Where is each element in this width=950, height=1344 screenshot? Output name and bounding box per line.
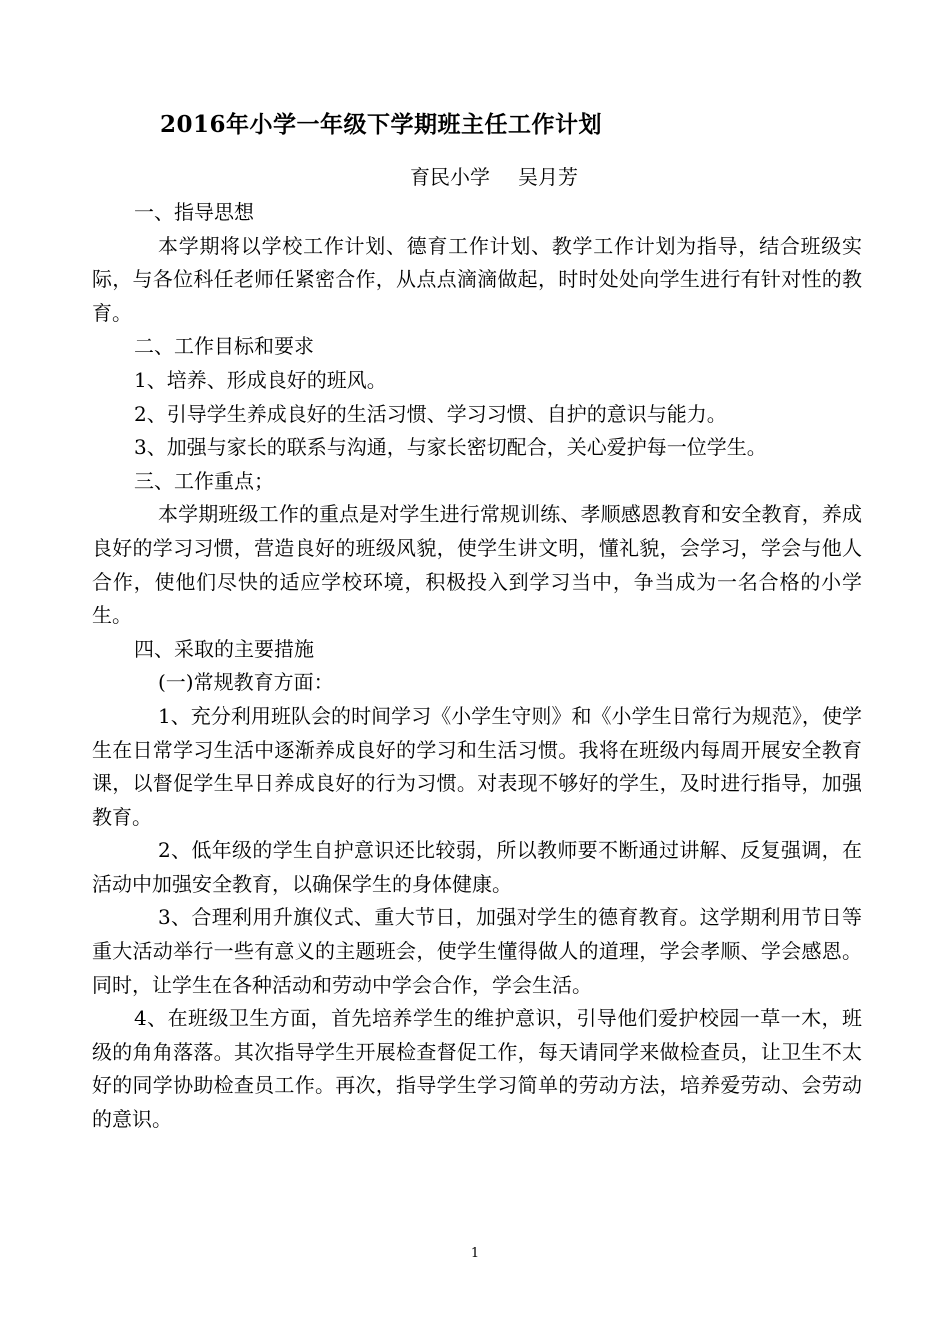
paragraph: 3、合理利用升旗仪式、重大节日，加强对学生的德育教育。这学期利用节日等重大活动举行一些有意义的主题班会，使学生懂得做人的道理，学会孝顺、学会感恩。同时，让学生在各种活动和劳动中学会合作，学会生活。	[92, 905, 862, 997]
list-item: 2、引导学生养成良好的生活习惯、学习习惯、自护的意识与能力。	[134, 401, 727, 426]
section-heading: 一、指导思想	[134, 200, 254, 224]
subsection-heading: (一)常规教育方面：	[158, 670, 334, 695]
document-body	[92, 196, 862, 1137]
author-name: 吴月芳	[518, 165, 578, 189]
list-item: 3、加强与家长的联系与沟通，与家长密切配合，关心爱护每一位学生。	[134, 435, 767, 460]
paragraph: 4、在班级卫生方面，首先培养学生的维护意识，引导他们爱护校园一草一木，班级的角角落落。其次指导学生开展检查督促工作，每天请同学来做检查员，让卫生不太好的同学协助检查员工作。再次，指导学生学习简单的劳动方法，培养爱劳动、会劳动的意识。	[92, 1006, 862, 1132]
section-heading: 四、采取的主要措施	[134, 636, 314, 661]
document-title: 2016年小学一年级下学期班主任工作计划	[160, 111, 603, 138]
paragraph: 本学期将以学校工作计划、德育工作计划、教学工作计划为指导，结合班级实际，与各位科任老师任紧密合作，从点点滴滴做起，时时处处向学生进行有针对性的教育。	[92, 233, 862, 325]
author-line	[410, 161, 578, 190]
school-name: 育民小学	[410, 165, 490, 189]
list-item: 1、培养、形成良好的班风。	[134, 367, 387, 392]
paragraph: 本学期班级工作的重点是对学生进行常规训练、孝顺感恩教育和安全教育，养成良好的学习习惯，营造良好的班级风貌，使学生讲文明，懂礼貌，会学习，学会与他人合作，使他们尽快的适应学校环境，积极投入到学习当中，争当成为一名合格的小学生。	[92, 502, 862, 628]
section-heading: 二、工作目标和要求	[134, 334, 314, 359]
paragraph: 2、低年级的学生自护意识还比较弱，所以教师要不断通过讲解、反复强调，在活动中加强安全教育，以确保学生的身体健康。	[92, 838, 862, 896]
section-heading: 三、工作重点；	[134, 468, 274, 493]
paragraph: 1、充分利用班队会的时间学习《小学生守则》和《小学生日常行为规范》，使学生在日常学习生活中逐渐养成良好的学习和生活习惯。我将在班级内每周开展安全教育课，以督促学生早日养成良好的行为习惯。对表现不够好的学生，及时进行指导，加强教育。	[92, 703, 862, 829]
page-number: 1	[470, 1246, 480, 1261]
